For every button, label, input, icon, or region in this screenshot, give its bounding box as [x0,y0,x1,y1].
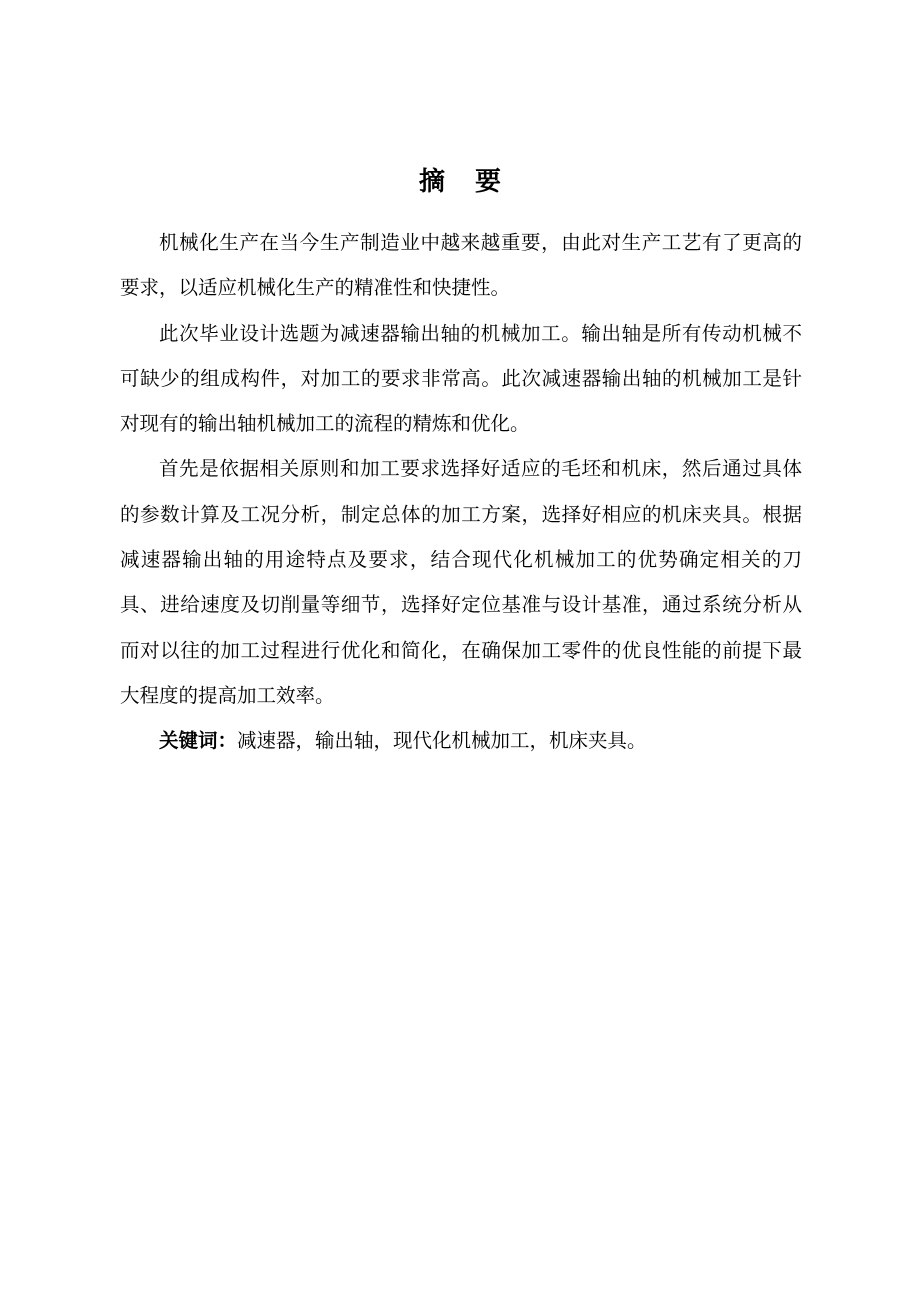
keywords-text: 减速器，输出轴，现代化机械加工，机床夹具。 [237,729,647,753]
abstract-title [0,160,920,204]
abstract-paragraph-1: 机械化生产在当今生产制造业中越来越重要，由此对生产工艺有了更高的要求，以适应机械化生产的精准性和快捷性。 [120,231,802,300]
abstract-body [120,220,802,764]
title-char-2: 要 [475,167,502,197]
abstract-paragraph-3: 首先是依据相关原则和加工要求选择好适应的毛坯和机床，然后通过具体的参数计算及工况分析，制定总体的加工方案，选择好相应的机床夹具。根据减速器输出轴的用途特点及要求，结合现代化机械加工的优势确定相关的刀具、进给速度及切削量等细节，选择好定位基准与设计基准，通过系统分析从而对以往的加工过程进行优化和简化，在确保加工零件的优良性能的前提下最大程度的提高加工效率。 [120,457,802,707]
keywords-label: 关键词： [159,729,238,753]
keywords-line [120,718,802,763]
title-char-1: 摘 [419,167,446,197]
abstract-paragraph-2: 此次毕业设计选题为减速器输出轴的机械加工。输出轴是所有传动机械不可缺少的组成构件，对加工的要求非常高。此次减速器输出轴的机械加工是针对现有的输出轴机械加工的流程的精炼和优化。 [120,321,802,436]
